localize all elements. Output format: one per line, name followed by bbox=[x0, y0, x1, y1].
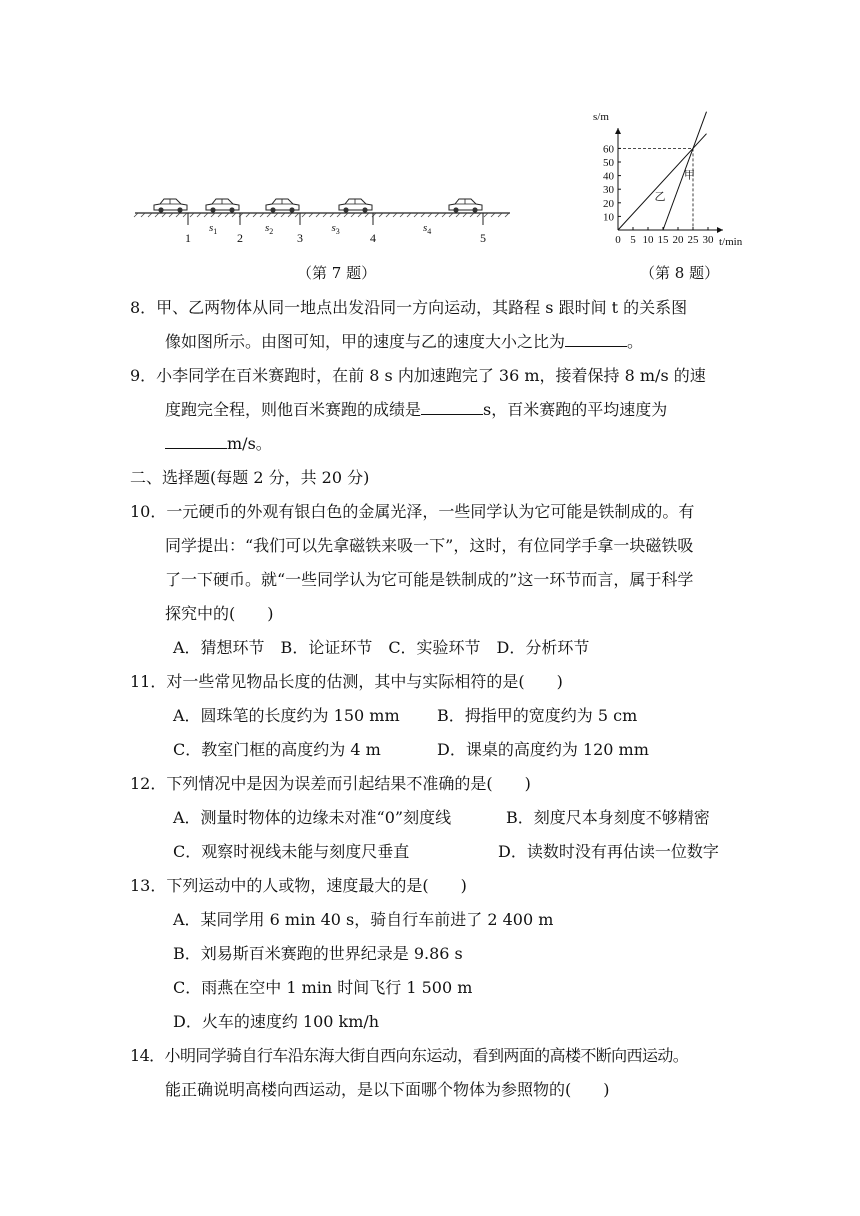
segment-label: $s_4$ bbox=[423, 222, 432, 236]
series-line-2 bbox=[663, 112, 707, 230]
position-label: 1 bbox=[185, 231, 191, 245]
question-9-text: 度跑完全程，则他百米赛跑的成绩是 bbox=[165, 400, 422, 419]
y-tick-label: 50 bbox=[603, 157, 614, 169]
position-label: 4 bbox=[370, 231, 376, 245]
question-10-line-3: 了一下硬币。就“一些同学认为它可能是铁制成的”这一环节而言，属于科学 bbox=[165, 570, 694, 589]
y-tick-label: 20 bbox=[603, 197, 614, 210]
question-12-option-b: B．刻度尺本身刻度不够精密 bbox=[506, 808, 710, 827]
section-2-heading: 二、选择题(每题 2 分，共 20 分) bbox=[130, 468, 370, 487]
question-9-text-b: s，百米赛跑的平均速度为 bbox=[483, 400, 668, 419]
car-icon bbox=[206, 199, 239, 213]
position-label: 3 bbox=[297, 231, 303, 245]
question-9-unit: m/s。 bbox=[227, 434, 272, 453]
y-tick-label: 40 bbox=[603, 170, 614, 183]
question-8-text: 像如图所示。由图可知，甲的速度与乙的速度大小之比为 bbox=[165, 332, 566, 351]
series-label-2: 乙 bbox=[654, 191, 666, 204]
figure-7-caption: （第 7 题） bbox=[297, 264, 377, 282]
car-icon bbox=[449, 199, 482, 213]
x-axis-label: t/min bbox=[719, 236, 743, 248]
question-10-line-1: 10．一元硬币的外观有银白色的金属光泽，一些同学认为它可能是铁制成的。有 bbox=[130, 502, 695, 521]
x-tick-label: 15 bbox=[657, 234, 669, 246]
x-tick-label: 0 bbox=[615, 234, 621, 246]
y-axis-arrow bbox=[615, 128, 621, 134]
question-12-option-a: A．测量时物体的边缘未对准“0”刻度线 bbox=[173, 808, 452, 827]
y-tick-label: 10 bbox=[603, 211, 614, 224]
question-13-option-d: D．火车的速度约 100 km/h bbox=[173, 1012, 380, 1031]
answer-blank[interactable] bbox=[421, 400, 483, 415]
figure-8-caption: （第 8 题） bbox=[640, 264, 720, 282]
question-10-line-4: 探究中的( ) bbox=[165, 604, 274, 623]
y-tick-label: 30 bbox=[603, 184, 614, 197]
figure-8-st-chart bbox=[585, 108, 765, 256]
y-axis-label: s/m bbox=[593, 111, 609, 123]
question-10-options: A．猜想环节 B．论证环节 C．实验环节 D．分析环节 bbox=[173, 638, 590, 657]
x-tick-label: 5 bbox=[630, 234, 636, 246]
y-tick-label: 60 bbox=[603, 143, 614, 156]
question-12-line-1: 12．下列情况中是因为误差而引起结果不准确的是( ) bbox=[130, 774, 531, 793]
x-tick-label: 25 bbox=[687, 234, 699, 246]
x-tick-label: 30 bbox=[702, 234, 714, 246]
car-icon bbox=[266, 199, 299, 213]
figure-7-cars-diagram bbox=[130, 190, 520, 250]
x-tick-label: 10 bbox=[642, 234, 654, 246]
position-label: 2 bbox=[237, 231, 243, 245]
question-12-option-c: C．观察时视线未能与刻度尺垂直 bbox=[173, 842, 410, 861]
question-10-line-2: 同学提出：“我们可以先拿磁铁来吸一下”，这时，有位同学手拿一块磁铁吸 bbox=[165, 536, 694, 555]
x-tick-label: 20 bbox=[672, 234, 684, 246]
question-9-line-2 bbox=[165, 393, 667, 427]
x-axis-arrow bbox=[717, 227, 723, 233]
question-12-option-d: D．读数时没有再估读一位数字 bbox=[498, 842, 719, 861]
question-13-option-c: C．雨燕在空中 1 min 时间飞行 1 500 m bbox=[173, 978, 473, 997]
question-13-option-b: B．刘易斯百米赛跑的世界纪录是 9.86 s bbox=[173, 944, 463, 963]
segment-label: $s_3$ bbox=[331, 222, 340, 236]
question-11-option-d: D．课桌的高度约为 120 mm bbox=[437, 740, 649, 759]
answer-blank[interactable] bbox=[565, 332, 627, 347]
segment-label: $s_1$ bbox=[209, 222, 218, 236]
question-14-line-2: 能正确说明高楼向西运动，是以下面哪个物体为参照物的( ) bbox=[165, 1080, 610, 1099]
question-11-option-b: B．拇指甲的宽度约为 5 cm bbox=[437, 706, 638, 725]
question-9-line-3 bbox=[165, 427, 272, 461]
position-label: 5 bbox=[480, 231, 486, 245]
question-8-end: 。 bbox=[627, 332, 644, 351]
question-14-line-1: 14．小明同学骑自行车沿东海大街自西向东运动，看到两面的高楼不断向西运动。 bbox=[130, 1046, 689, 1065]
question-11-option-c: C．教室门框的高度约为 4 m bbox=[173, 740, 381, 759]
car-icon bbox=[154, 199, 187, 213]
question-13-option-a: A．某同学用 6 min 40 s，骑自行车前进了 2 400 m bbox=[173, 910, 554, 929]
question-8-line-2 bbox=[165, 325, 643, 359]
question-11-line-1: 11．对一些常见物品长度的估测，其中与实际相符的是( ) bbox=[130, 672, 563, 691]
question-9-line-1: 9．小李同学在百米赛跑时，在前 8 s 内加速跑完了 36 m，接着保持 8 m/s 的速 bbox=[130, 366, 706, 385]
question-11-option-a: A．圆珠笔的长度约为 150 mm bbox=[173, 706, 400, 725]
segment-label: $s_2$ bbox=[265, 222, 274, 236]
answer-blank[interactable] bbox=[165, 434, 227, 449]
car-icon bbox=[339, 199, 372, 213]
series-label-1: 甲 bbox=[684, 169, 695, 182]
question-13-line-1: 13．下列运动中的人或物，速度最大的是( ) bbox=[130, 876, 467, 895]
question-8-line-1: 8．甲、乙两物体从同一地点出发沿同一方向运动，其路程 s 跟时间 t 的关系图 bbox=[130, 298, 688, 317]
